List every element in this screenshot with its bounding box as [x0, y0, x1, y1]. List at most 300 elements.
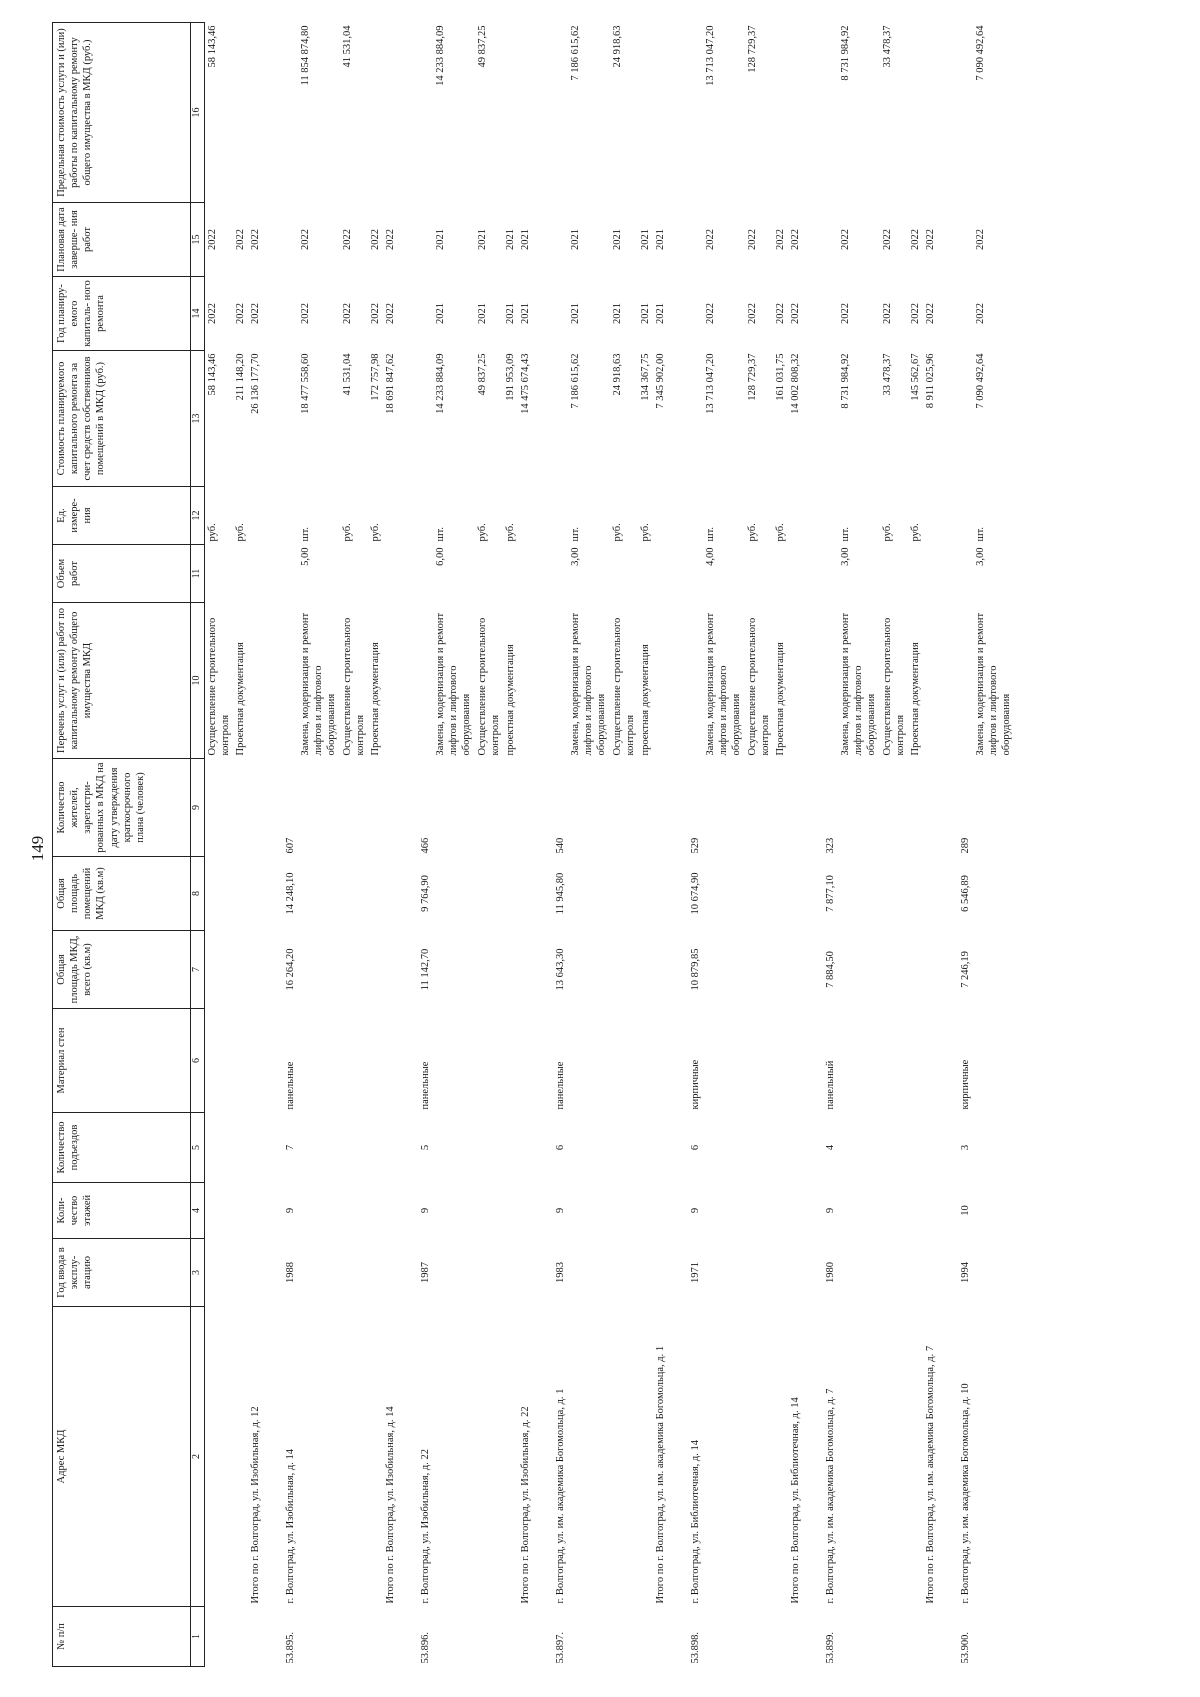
table-cell: 2022: [341, 303, 353, 324]
table-cell: [279, 277, 298, 351]
table-cell: 11 945,80: [555, 872, 566, 915]
table-cell: [684, 487, 703, 545]
header-cell: Общая площадь помещений МКД (кв.м): [53, 857, 191, 931]
table-cell: [954, 603, 973, 759]
table-cell: [610, 1113, 638, 1183]
service-row: [368, 23, 383, 1667]
table-cell: 323: [825, 837, 836, 854]
table-cell: [653, 603, 668, 759]
table-cell: кирпичные: [690, 1059, 701, 1110]
table-cell: [638, 1607, 653, 1667]
table-cell: 2022: [881, 303, 893, 324]
table-cell: руб.: [611, 523, 623, 542]
table-cell: 26 136 177,70: [249, 353, 261, 414]
table-cell: [880, 759, 908, 857]
table-cell: [433, 857, 474, 931]
table-cell: панельный: [825, 1060, 836, 1110]
table-cell: Замена, модернизация и ремонт лифтов и лифтового оборудования: [840, 612, 878, 756]
table-cell: 8 911 025,96: [924, 353, 936, 409]
table-cell: 2022: [300, 229, 312, 250]
table-cell: [788, 931, 803, 1009]
table-cell: [383, 23, 398, 203]
table-cell: [233, 857, 248, 931]
total-row: [653, 23, 668, 1667]
table-cell: [773, 1009, 788, 1113]
table-cell: [503, 1607, 518, 1667]
table-cell: [773, 857, 788, 931]
service-row: [638, 23, 653, 1667]
column-number: 15: [191, 203, 205, 277]
table-cell: [838, 931, 879, 1009]
table-cell: [518, 857, 533, 931]
table-cell: 2022: [789, 229, 801, 250]
table-cell: [233, 23, 248, 203]
table-cell: 128 729,37: [746, 353, 758, 401]
table-cell: [773, 1113, 788, 1183]
table-cell: [773, 1239, 788, 1307]
table-cell: [973, 1113, 1014, 1183]
table-cell: [745, 1009, 773, 1113]
table-cell: 7 186 615,62: [570, 25, 582, 81]
table-cell: Осуществление строительного контроля: [881, 617, 906, 756]
table-cell: 2021: [504, 229, 516, 250]
table-cell: [923, 1239, 938, 1307]
table-cell: [503, 1239, 518, 1307]
header-cell: Общая площадь МКД, всего (кв.м): [53, 931, 191, 1009]
table-cell: [368, 23, 383, 203]
table-cell: 5: [420, 1144, 431, 1151]
header-row: [53, 23, 191, 1667]
table-cell: [383, 1239, 398, 1307]
table-cell: 161 031,75: [774, 353, 786, 401]
spacer-cell: [938, 23, 954, 1667]
table-cell: [908, 931, 923, 1009]
table-cell: руб.: [746, 523, 758, 542]
table-cell: 53.896.: [420, 1632, 431, 1664]
table-cell: Осуществление строительного контроля: [746, 617, 771, 756]
table-cell: [773, 23, 788, 203]
table-cell: 2021: [654, 229, 666, 250]
table-cell: [433, 1113, 474, 1183]
table-cell: 7 090 492,64: [975, 25, 987, 81]
table-cell: 3,00: [840, 547, 852, 566]
table-cell: 14 233 884,09: [435, 25, 447, 86]
table-cell: Итого по г. Волгоград, ул. Изобильная, д. 12: [249, 1406, 261, 1604]
table-cell: [653, 1183, 668, 1239]
table-cell: 11 142,70: [420, 948, 431, 991]
table-cell: [340, 1307, 368, 1607]
table-cell: Проектная документация: [234, 642, 246, 756]
table-cell: [248, 759, 263, 857]
table-cell: [518, 1239, 533, 1307]
table-cell: 1988: [285, 1262, 296, 1283]
table-cell: 8 731 984,92: [840, 25, 852, 81]
table-cell: 6: [690, 1144, 701, 1151]
table-cell: [684, 277, 703, 351]
table-cell: [838, 1607, 879, 1667]
table-cell: шт.: [435, 526, 447, 542]
table-cell: [954, 545, 973, 603]
table-cell: [568, 1113, 609, 1183]
table-cell: [568, 1009, 609, 1113]
table-cell: [383, 759, 398, 857]
table-cell: [368, 1009, 383, 1113]
table-cell: 2022: [924, 303, 936, 324]
table-cell: [653, 1239, 668, 1307]
table-cell: [880, 1307, 908, 1607]
table-cell: [298, 931, 339, 1009]
table-cell: [653, 487, 668, 545]
table-cell: 7 246,19: [960, 951, 971, 988]
table-cell: [368, 1607, 383, 1667]
header-cell: Количество жителей, зарегистри- рованных в МКД на дату утверждения краткосрочного плана (человек): [53, 759, 191, 857]
table-cell: [923, 759, 938, 857]
table-cell: 2021: [476, 229, 488, 250]
table-cell: [908, 759, 923, 857]
table-cell: 2022: [369, 303, 381, 324]
table-cell: [383, 603, 398, 759]
total-row: [518, 23, 533, 1667]
table-cell: [819, 23, 838, 203]
table-cell: [549, 23, 568, 203]
header-cell: Год планиру- емого капиталь- ного ремонта: [53, 277, 191, 351]
table-cell: 7 345 902,00: [654, 353, 666, 409]
table-cell: [638, 759, 653, 857]
total-row: [788, 23, 803, 1667]
table-cell: 466: [420, 837, 431, 854]
column-number: 4: [191, 1183, 205, 1239]
table-cell: [340, 1113, 368, 1183]
table-cell: [880, 1113, 908, 1183]
table-cell: [368, 1307, 383, 1607]
table-cell: [954, 487, 973, 545]
table-cell: [568, 1239, 609, 1307]
table-row: [954, 23, 973, 1667]
table-cell: [340, 1183, 368, 1239]
header-cell: № п/п: [53, 1607, 191, 1667]
table-cell: панельные: [555, 1061, 566, 1110]
table-cell: [503, 759, 518, 857]
table-cell: [880, 1009, 908, 1113]
table-cell: [248, 23, 263, 203]
table-cell: [788, 1183, 803, 1239]
service-row: [838, 23, 879, 1667]
table-cell: 9: [285, 1207, 296, 1214]
spacer-cell: [398, 23, 414, 1667]
column-number: 5: [191, 1113, 205, 1183]
table-cell: Осуществление строительного контроля: [341, 617, 366, 756]
table-cell: [788, 759, 803, 857]
table-cell: 49 837,25: [476, 25, 488, 68]
table-cell: [908, 1113, 923, 1183]
table-cell: [880, 1607, 908, 1667]
column-number-row: [191, 23, 205, 1667]
table-cell: 9 764,90: [420, 875, 431, 912]
table-cell: [880, 857, 908, 931]
table-cell: 2022: [341, 229, 353, 250]
service-row: [475, 23, 503, 1667]
table-cell: панельные: [285, 1061, 296, 1110]
table-cell: [248, 603, 263, 759]
table-cell: [954, 23, 973, 203]
table-cell: [383, 1009, 398, 1113]
table-cell: г. Волгоград, ул. им. академика Богомольца, д. 7: [825, 1388, 836, 1604]
table-cell: 7: [285, 1144, 296, 1151]
table-cell: Замена, модернизация и ремонт лифтов и лифтового оборудования: [705, 612, 743, 756]
table-cell: 2022: [300, 303, 312, 324]
table-cell: 7 877,10: [825, 875, 836, 912]
header-cell: Материал стен: [53, 1009, 191, 1113]
table-cell: [475, 759, 503, 857]
table-cell: руб.: [341, 523, 353, 542]
table-cell: Итого по г. Волгоград, ул. Изобильная, д. 22: [519, 1406, 531, 1604]
table-cell: [773, 1307, 788, 1607]
table-cell: [788, 1113, 803, 1183]
table-cell: [880, 1183, 908, 1239]
service-row: [298, 23, 339, 1667]
column-number: 7: [191, 931, 205, 1009]
table-cell: [788, 857, 803, 931]
table-cell: 172 757,98: [369, 353, 381, 401]
table-cell: 3: [960, 1144, 971, 1151]
table-cell: 53.898.: [690, 1632, 701, 1664]
table-cell: [475, 1239, 503, 1307]
table-cell: 6 546,89: [960, 875, 971, 912]
table-cell: [923, 603, 938, 759]
table-cell: [518, 1607, 533, 1667]
table-cell: 18 477 558,60: [300, 353, 312, 414]
table-cell: [503, 1113, 518, 1183]
table-cell: 529: [690, 837, 701, 854]
table-cell: Замена, модернизация и ремонт лифтов и лифтового оборудования: [570, 612, 608, 756]
header-cell: Стоимость планируемого капитального ремонта за счет средств собственников помещений в МКД (руб.): [53, 351, 191, 487]
table-cell: 2021: [570, 229, 582, 250]
table-cell: 2021: [435, 229, 447, 250]
table-cell: 2021: [611, 303, 623, 324]
table-cell: [298, 1307, 339, 1607]
header-cell: Ед. измере- ния: [53, 487, 191, 545]
table-cell: [788, 1009, 803, 1113]
table-cell: 10 674,90: [690, 872, 701, 915]
table-cell: 14 248,10: [285, 872, 296, 915]
table-cell: [638, 1183, 653, 1239]
table-cell: г. Волгоград, ул. им. академика Богомольца, д. 1: [555, 1388, 566, 1604]
table-cell: [549, 277, 568, 351]
table-cell: 2022: [840, 303, 852, 324]
table-cell: [908, 857, 923, 931]
table-cell: [703, 1607, 744, 1667]
table-cell: [653, 1607, 668, 1667]
table-cell: [503, 857, 518, 931]
table-cell: 13 643,30: [555, 948, 566, 991]
table-cell: 5,00: [300, 547, 312, 566]
table-cell: [973, 857, 1014, 931]
table-cell: [433, 759, 474, 857]
table-cell: [684, 203, 703, 277]
spacer-row: [533, 23, 549, 1667]
table-cell: [819, 603, 838, 759]
table-cell: 2022: [206, 303, 218, 324]
table-cell: 58 143,46: [206, 353, 218, 396]
table-cell: [549, 603, 568, 759]
table-cell: [433, 1307, 474, 1607]
table-cell: [383, 1183, 398, 1239]
table-cell: [518, 1183, 533, 1239]
table-cell: [503, 1183, 518, 1239]
table-cell: Проектная документация: [774, 642, 786, 756]
table-cell: руб.: [639, 523, 651, 542]
table-cell: [819, 203, 838, 277]
table-cell: [204, 1113, 233, 1183]
table-cell: 24 918,63: [611, 353, 623, 396]
table-cell: 2022: [774, 303, 786, 324]
table-cell: 14 002 808,32: [789, 353, 801, 414]
table-cell: [923, 487, 938, 545]
table-cell: [973, 931, 1014, 1009]
table-cell: [233, 931, 248, 1009]
table-cell: 10 879,85: [690, 948, 701, 991]
table-cell: руб.: [774, 523, 786, 542]
header-cell: Перечень услуг и (или) работ по капитальному ремонту общего имущества МКД: [53, 603, 191, 759]
spacer-cell: [668, 23, 684, 1667]
header-cell: Год ввода в эксплу- атацию: [53, 1239, 191, 1307]
table-cell: 2022: [249, 229, 261, 250]
table-cell: 8 731 984,92: [840, 353, 852, 409]
table-cell: [568, 1307, 609, 1607]
table-cell: [279, 203, 298, 277]
service-row: [568, 23, 609, 1667]
table-cell: 2021: [611, 229, 623, 250]
table-cell: [549, 487, 568, 545]
table-cell: [908, 545, 923, 603]
table-cell: [233, 1307, 248, 1607]
table-cell: [610, 931, 638, 1009]
service-row: [610, 23, 638, 1667]
table-cell: [838, 1307, 879, 1607]
table-cell: [923, 931, 938, 1009]
table-cell: [414, 277, 433, 351]
table-cell: [819, 277, 838, 351]
table-cell: [908, 23, 923, 203]
table-cell: [923, 545, 938, 603]
table-cell: [638, 1307, 653, 1607]
service-row: [204, 23, 233, 1667]
table-cell: проектная документация: [504, 644, 516, 756]
table-cell: [703, 1183, 744, 1239]
table-cell: [954, 277, 973, 351]
table-cell: [610, 857, 638, 931]
table-body: [204, 23, 1015, 1667]
table-cell: [414, 23, 433, 203]
table-cell: кирпичные: [960, 1059, 971, 1110]
table-cell: [880, 931, 908, 1009]
table-header: [53, 23, 205, 1667]
table-cell: [233, 759, 248, 857]
table-cell: г. Волгоград, ул. Библиотечная, д. 14: [690, 1439, 701, 1604]
table-cell: [973, 759, 1014, 857]
table-cell: [610, 759, 638, 857]
table-cell: 2022: [975, 303, 987, 324]
capital-repair-table: [52, 22, 1015, 1667]
table-cell: [684, 351, 703, 487]
table-cell: шт.: [840, 526, 852, 542]
header-cell: Адрес МКД: [53, 1307, 191, 1607]
table-cell: [383, 1113, 398, 1183]
table-cell: [638, 857, 653, 931]
table-cell: [568, 1183, 609, 1239]
table-cell: 1980: [825, 1262, 836, 1283]
table-cell: [653, 1009, 668, 1113]
table-cell: 2021: [435, 303, 447, 324]
table-cell: [684, 545, 703, 603]
table-cell: [518, 759, 533, 857]
table-cell: [653, 23, 668, 203]
table-cell: 3,00: [975, 547, 987, 566]
table-cell: [745, 857, 773, 931]
table-cell: [475, 1607, 503, 1667]
table-cell: 2022: [234, 229, 246, 250]
service-row: [233, 23, 248, 1667]
table-row: [819, 23, 838, 1667]
table-cell: [298, 1009, 339, 1113]
table-cell: [368, 931, 383, 1009]
table-cell: [703, 1239, 744, 1307]
table-cell: 53.900.: [960, 1632, 971, 1664]
table-cell: 2022: [746, 229, 758, 250]
table-row: [414, 23, 433, 1667]
table-cell: 2021: [654, 303, 666, 324]
table-cell: 2022: [249, 303, 261, 324]
table-cell: [340, 857, 368, 931]
table-cell: 7 090 492,64: [975, 353, 987, 409]
table-cell: 53.899.: [825, 1632, 836, 1664]
header-cell: Плановая дата заверше- ния работ: [53, 203, 191, 277]
table-cell: 2022: [975, 229, 987, 250]
table-cell: [819, 351, 838, 487]
table-cell: [568, 759, 609, 857]
table-cell: Замена, модернизация и ремонт лифтов и лифтового оборудования: [975, 612, 1013, 756]
table-cell: [233, 1607, 248, 1667]
spacer-row: [938, 23, 954, 1667]
table-cell: Итого по г. Волгоград, ул. Изобильная, д. 14: [384, 1406, 396, 1604]
table-cell: Итого по г. Волгоград, ул. Библиотечная, д. 14: [789, 1397, 801, 1604]
table-cell: [298, 857, 339, 931]
table-cell: [298, 1239, 339, 1307]
table-cell: [248, 1113, 263, 1183]
table-cell: [433, 931, 474, 1009]
table-cell: [503, 23, 518, 203]
service-row: [703, 23, 744, 1667]
table-cell: [788, 1239, 803, 1307]
table-cell: 2021: [639, 229, 651, 250]
table-cell: [433, 1239, 474, 1307]
table-cell: [838, 1183, 879, 1239]
table-cell: г. Волгоград, ул. им. академика Богомольца, д. 10: [960, 1383, 971, 1604]
spacer-row: [803, 23, 819, 1667]
table-cell: 14 233 884,09: [435, 353, 447, 414]
table-cell: 9: [690, 1207, 701, 1214]
table-cell: 2022: [881, 229, 893, 250]
table-cell: [475, 1307, 503, 1607]
table-cell: [383, 857, 398, 931]
table-cell: [703, 931, 744, 1009]
table-cell: [745, 1239, 773, 1307]
table-cell: 33 478,37: [881, 353, 893, 396]
table-cell: 607: [285, 837, 296, 854]
table-cell: 4,00: [705, 547, 717, 566]
table-cell: [340, 1607, 368, 1667]
table-cell: [414, 351, 433, 487]
